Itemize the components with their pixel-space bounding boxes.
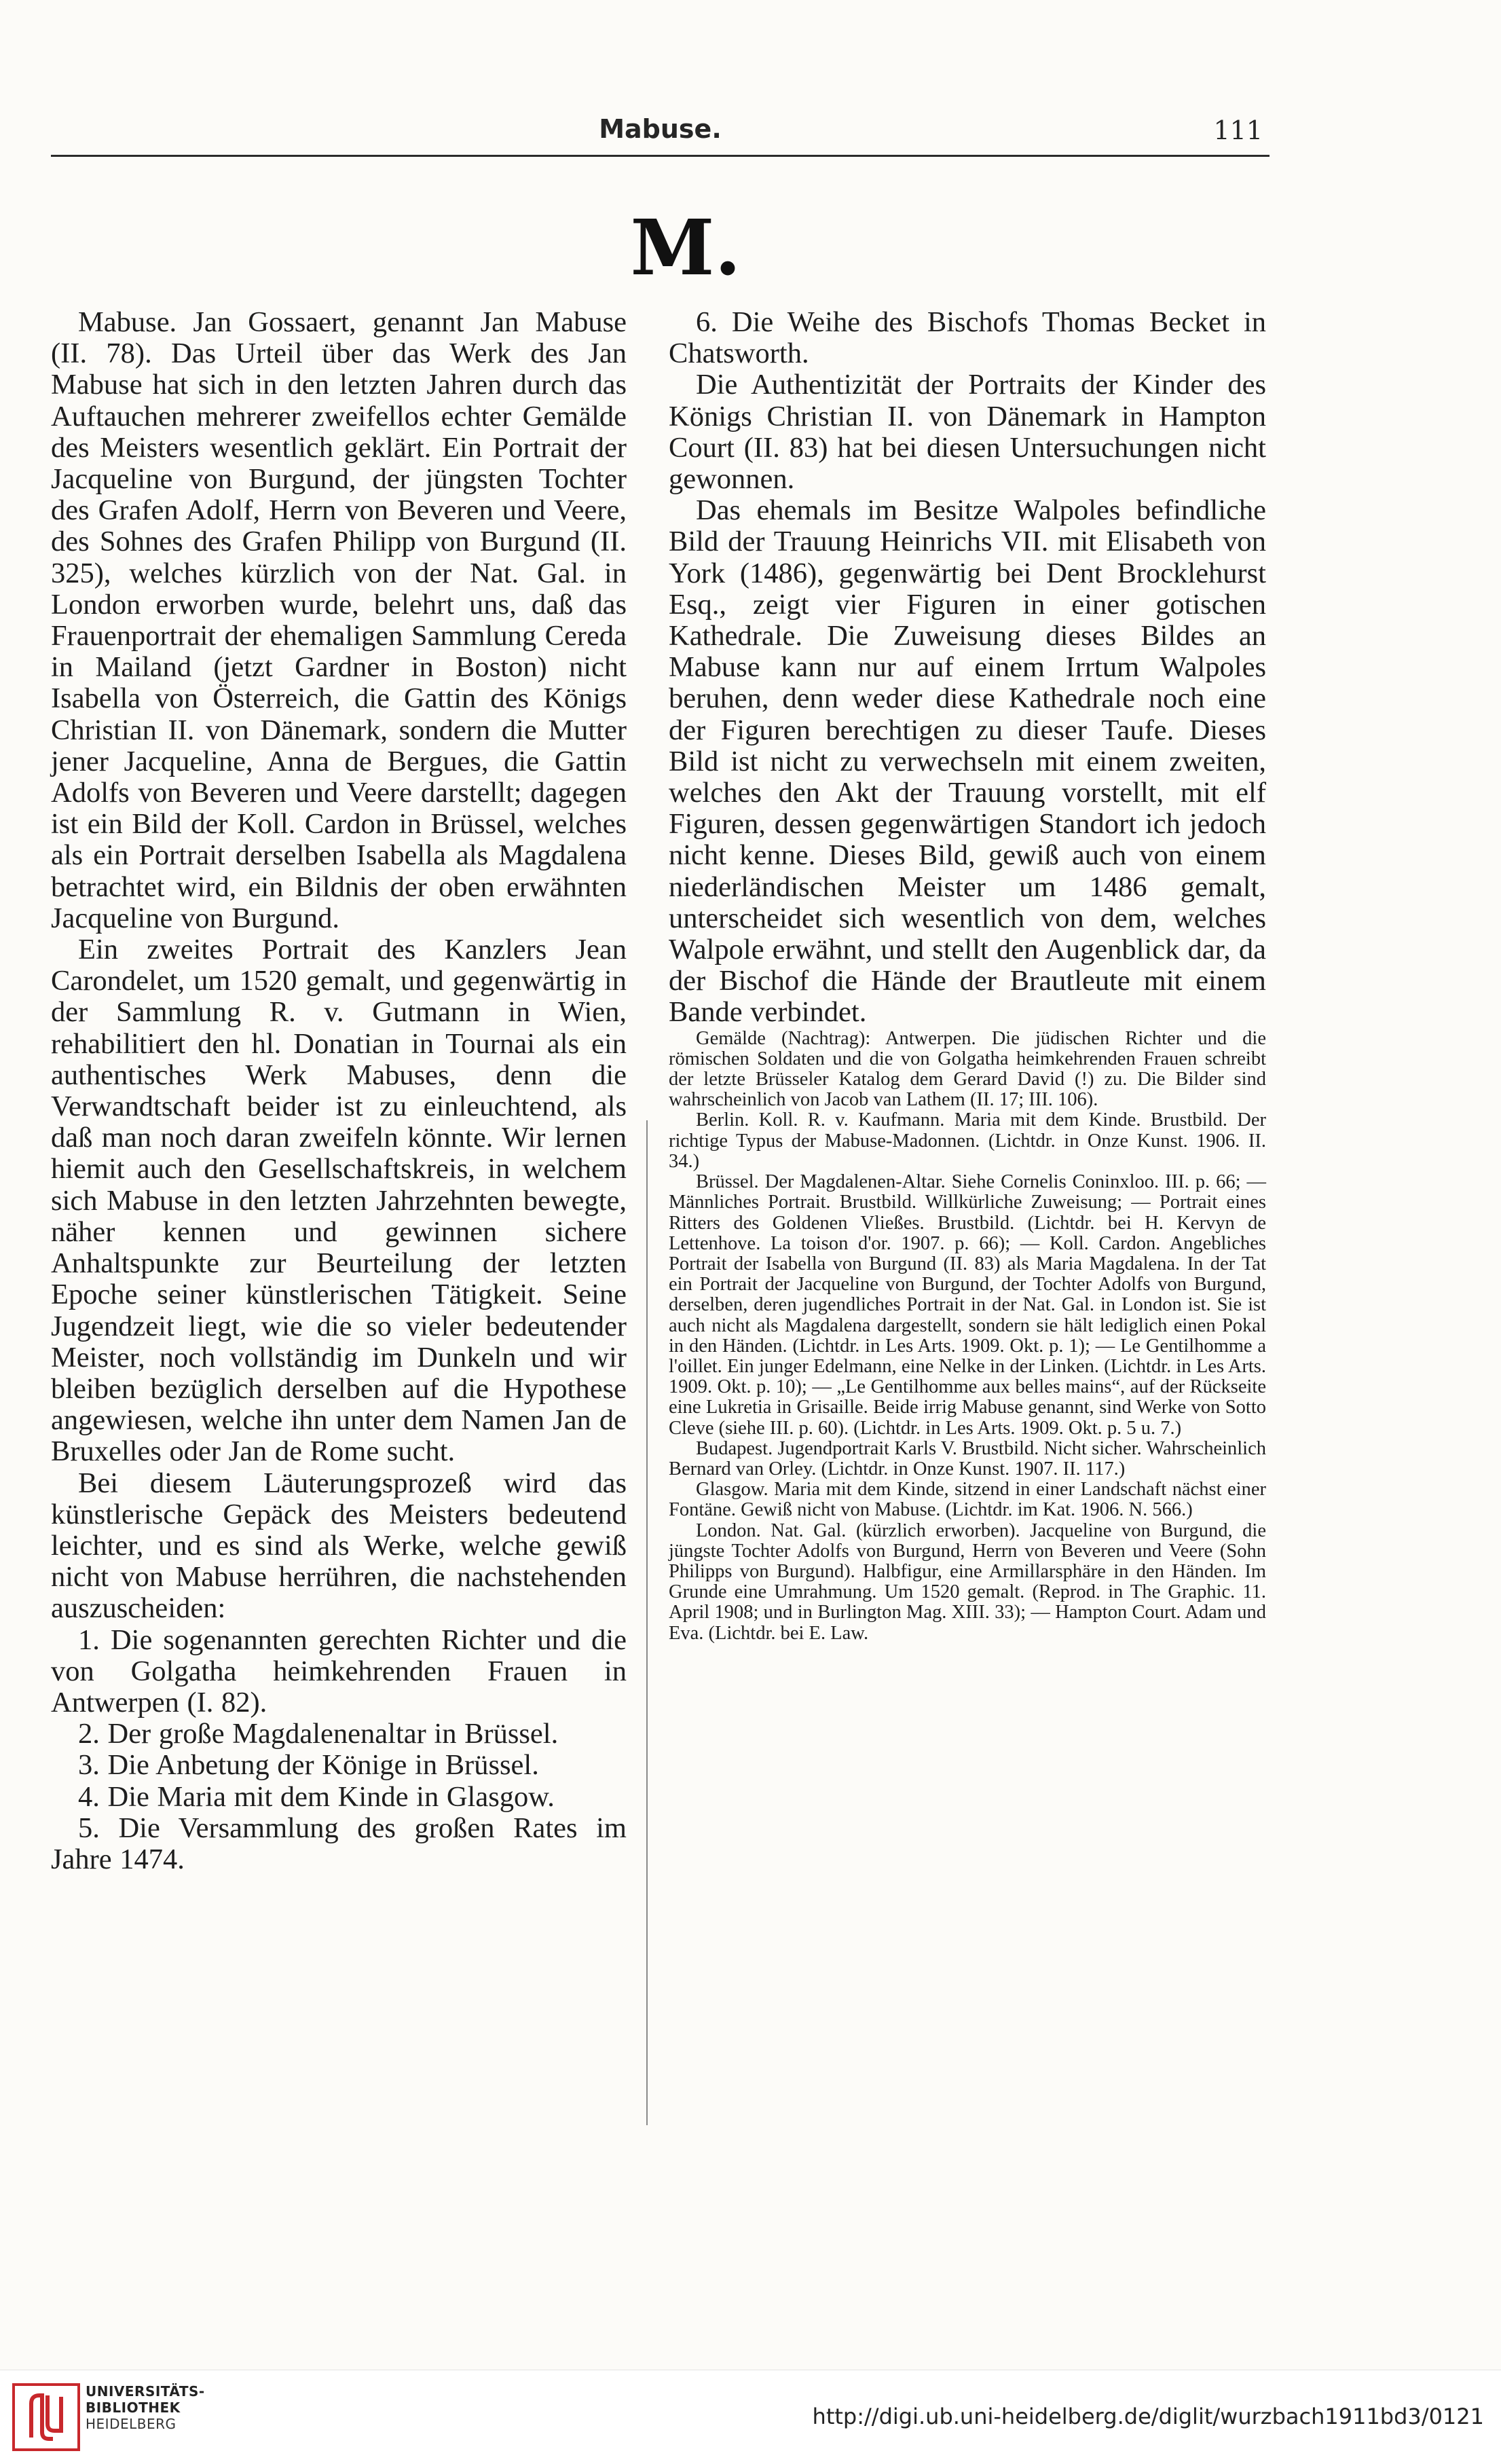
page-number: 111	[1213, 115, 1263, 145]
right-column	[669, 307, 1266, 1644]
source-url-link[interactable]: http://digi.ub.uni-heidelberg.de/diglit/wurzbach1911bd3/0121	[812, 2404, 1484, 2429]
paragraph: Ein zweites Portrait des Kanzlers Jean Carondelet, um 1520 gemalt, und gegenwärtig in der Sammlung R. v. Gutmann in Wien, rehabilitiert den hl. Donatian in Tournai als ein authentisches Werk Mabuses, denn die Verwandtschaft beider ist zu einleuchtend, als daß man noch daran zweifeln könnte. Wir lernen hiemit auch den Gesellschaftskreis, in welchem sich Mabuse in den letzten Jahrzehnten bewegte, näher kennen und gewinnen sichere Anhaltspunkte zur Beurteilung der letzten Epoche seiner künstlerischen Tätigkeit. Seine Jugendzeit liegt, wie die so vieler bedeutender Meister, noch vollständig im Dunkeln und wir bleiben bezüglich derselben auf die Hypothese angewiesen, welche ihn unter dem Namen Jan de Bruxelles oder Jan de Rome sucht.	[51, 934, 627, 1468]
library-name-line: UNIVERSITÄTS-	[86, 2383, 205, 2399]
column-divider	[646, 1120, 648, 2125]
left-column	[51, 307, 627, 1875]
running-title: Mabuse.	[599, 114, 722, 144]
list-item: 3. Die Anbetung der Könige in Brüssel.	[78, 1749, 539, 1782]
section-letter: M.	[630, 204, 741, 293]
small-paragraph: Brüssel. Der Magdalenen-Altar. Siehe Cornelis Coninxloo. III. p. 66; — Männliches Portrait. Brustbild. Willkürliche Zuweisung; — Portrait eines Ritters des Goldenen Vließes. Brustbild. (Lichtdr. bei H. Kervyn de Lettenhove. La toison d'or. 1907. p. 66); — Koll. Cardon. Angebliches Portrait der Isabella von Burgund (II. 83) als Maria Magdalena. In der Tat ein Portrait der Jacqueline von Burgund, der Tochter Adolfs von Burgund, derselben, deren jugendliches Portrait in der Nat. Gal. in London ist. Sie ist auch nicht als Magdalena dargestellt, sondern sie hält lediglich einen Pokal in den Händen. (Lichtdr. in Les Arts. 1909. Okt. p. 1); — Le Gentilhomme a l'oillet. Ein junger Edelmann, eine Nelke in der Linken. (Lichtdr. in Les Arts. 1909. Okt. p. 10); — „Le Gentilhomme aux belles mains“, auf der Rückseite eine Lukretia in Grisaille. Beide irrig Mabuse genannt, sind Werke von Sotto Cleve (siehe III. p. 60). (Lichtdr. in Les Arts. 1909. Okt. p. 5 u. 7.)	[669, 1171, 1266, 1439]
running-header	[51, 102, 1270, 157]
list-item: 6. Die Weihe des Bischofs Thomas Becket in Chatsworth.	[669, 306, 1266, 370]
library-name-line: BIBLIOTHEK	[86, 2399, 181, 2416]
small-paragraph: London. Nat. Gal. (kürzlich erworben). Jacqueline von Burgund, die jüngste Tochter Adolfs von Burgund, Herrn von Beveren und Veere (Sohn Philipps von Burgund). Halbfigur, eine Armillarsphäre in den Händen. Im Grunde eine Umrahmung. Um 1520 gemalt. (Reprod. in The Graphic. 11. April 1908; und in Burlington Mag. XIII. 33); — Hampton Court. Adam und Eva. (Lichtdr. bei E. Law.	[669, 1520, 1266, 1644]
list-item: 4. Die Maria mit dem Kinde in Glasgow.	[78, 1780, 555, 1813]
library-name-line: HEIDELBERG	[86, 2416, 177, 2432]
list-item: 1. Die sogenannten gerechten Richter und die von Golgatha heimkehrenden Frauen in Antwerpen (I. 82).	[51, 1623, 627, 1718]
small-paragraph: Budapest. Jugendportrait Karls V. Brustbild. Nicht sicher. Wahrscheinlich Bernard van Orley. (Lichtdr. in Onze Kunst. 1907. II. 117.)	[669, 1437, 1266, 1479]
small-paragraph: Glasgow. Maria mit dem Kinde, sitzend in einer Landschaft nächst einer Fontäne. Gewiß nicht von Mabuse. (Lichtdr. im Kat. 1906. N. 566.)	[669, 1479, 1266, 1521]
list-item: 2. Der große Magdalenenaltar in Brüssel.	[78, 1718, 559, 1750]
small-paragraph: Gemälde (Nachtrag): Antwerpen. Die jüdischen Richter und die römischen Soldaten und die von Golgatha heimkehrenden Frauen schreibt der letzte Brüsseler Katalog dem Gerard David (!) zu. Die Bilder sind wahrscheinlich von Jacob van Lathem (II. 17; III. 106).	[669, 1027, 1266, 1111]
paragraph: Mabuse. Jan Gossaert, genannt Jan Mabuse (II. 78). Das Urteil über das Werk des Jan Mabuse hat sich in den letzten Jahren durch das Auftauchen mehrerer zweifellos echter Gemälde des Meisters wesentlich geklärt. Ein Portrait der Jacqueline von Burgund, der jüngsten Tochter des Grafen Adolf, Herrn von Beveren und Veere, des Sohnes des Grafen Philipp von Burgund (II. 325), welches kürzlich von der Nat. Gal. in London erworben wurde, belehrt uns, daß das Frauenportrait der ehemaligen Sammlung Cereda in Mailand (jetzt Gardner in Boston) nicht Isabella von Österreich, die Gattin des Königs Christian II. von Dänemark, sondern die Mutter jener Jacqueline, Anna de Bergues, die Gattin Adolfs von Beveren und Veere darstellt; dagegen ist ein Bild der Koll. Cardon in Brüssel, welches als ein Portrait derselben Isabella als Magdalena betrachtet wird, ein Bildnis der oben erwähnten Jacqueline von Burgund.	[51, 306, 627, 934]
small-paragraph: Berlin. Koll. R. v. Kaufmann. Maria mit dem Kinde. Brustbild. Der richtige Typus der Mabuse-Madonnen. (Lichtdr. in Onze Kunst. 1906. II. 34.)	[669, 1109, 1266, 1172]
paragraph: Die Authentizität der Portraits der Kinder des Königs Christian II. von Dänemark in Hampton Court (II. 83) hat bei diesen Untersuchungen nicht gewonnen.	[669, 369, 1266, 496]
paragraph: Das ehemals im Besitze Walpoles befindliche Bild der Trauung Heinrichs VII. mit Elisabeth von York (1486), gegenwärtig bei Dent Brocklehurst Esq., zeigt vier Figuren in einer gotischen Kathedrale. Die Zuweisung dieses Bildes an Mabuse kann nur auf einem Irrtum Walpoles beruhen, denn weder diese Kathedrale noch eine der Figuren berechtigen zu dieser Taufe. Dieses Bild ist nicht zu verwechseln mit einem zweiten, welches den Akt der Trauung vorstellt, mit elf Figuren, dessen gegenwärtigen Standort ich jedoch nicht kenne. Dieses Bild, gewiß auch von einem niederländischen Meister um 1486 gemalt, unterscheidet sich wesentlich von dem, welches Walpole erwähnt, und stellt den Augenblick dar, da der Bischof die Hände der Brautleute mit einem Bande verbindet.	[669, 494, 1266, 1029]
list-item: 5. Die Versammlung des großen Rates im Jahre 1474.	[51, 1812, 627, 1875]
library-name	[86, 2383, 205, 2432]
library-logo-icon	[12, 2383, 80, 2451]
paragraph: Bei diesem Läuterungsprozeß wird das künstlerische Gepäck des Meisters bedeutend leichter, und es sind als Werke, welche gewiß nicht von Mabuse herrühren, die nachstehenden auszuscheiden:	[51, 1467, 627, 1625]
